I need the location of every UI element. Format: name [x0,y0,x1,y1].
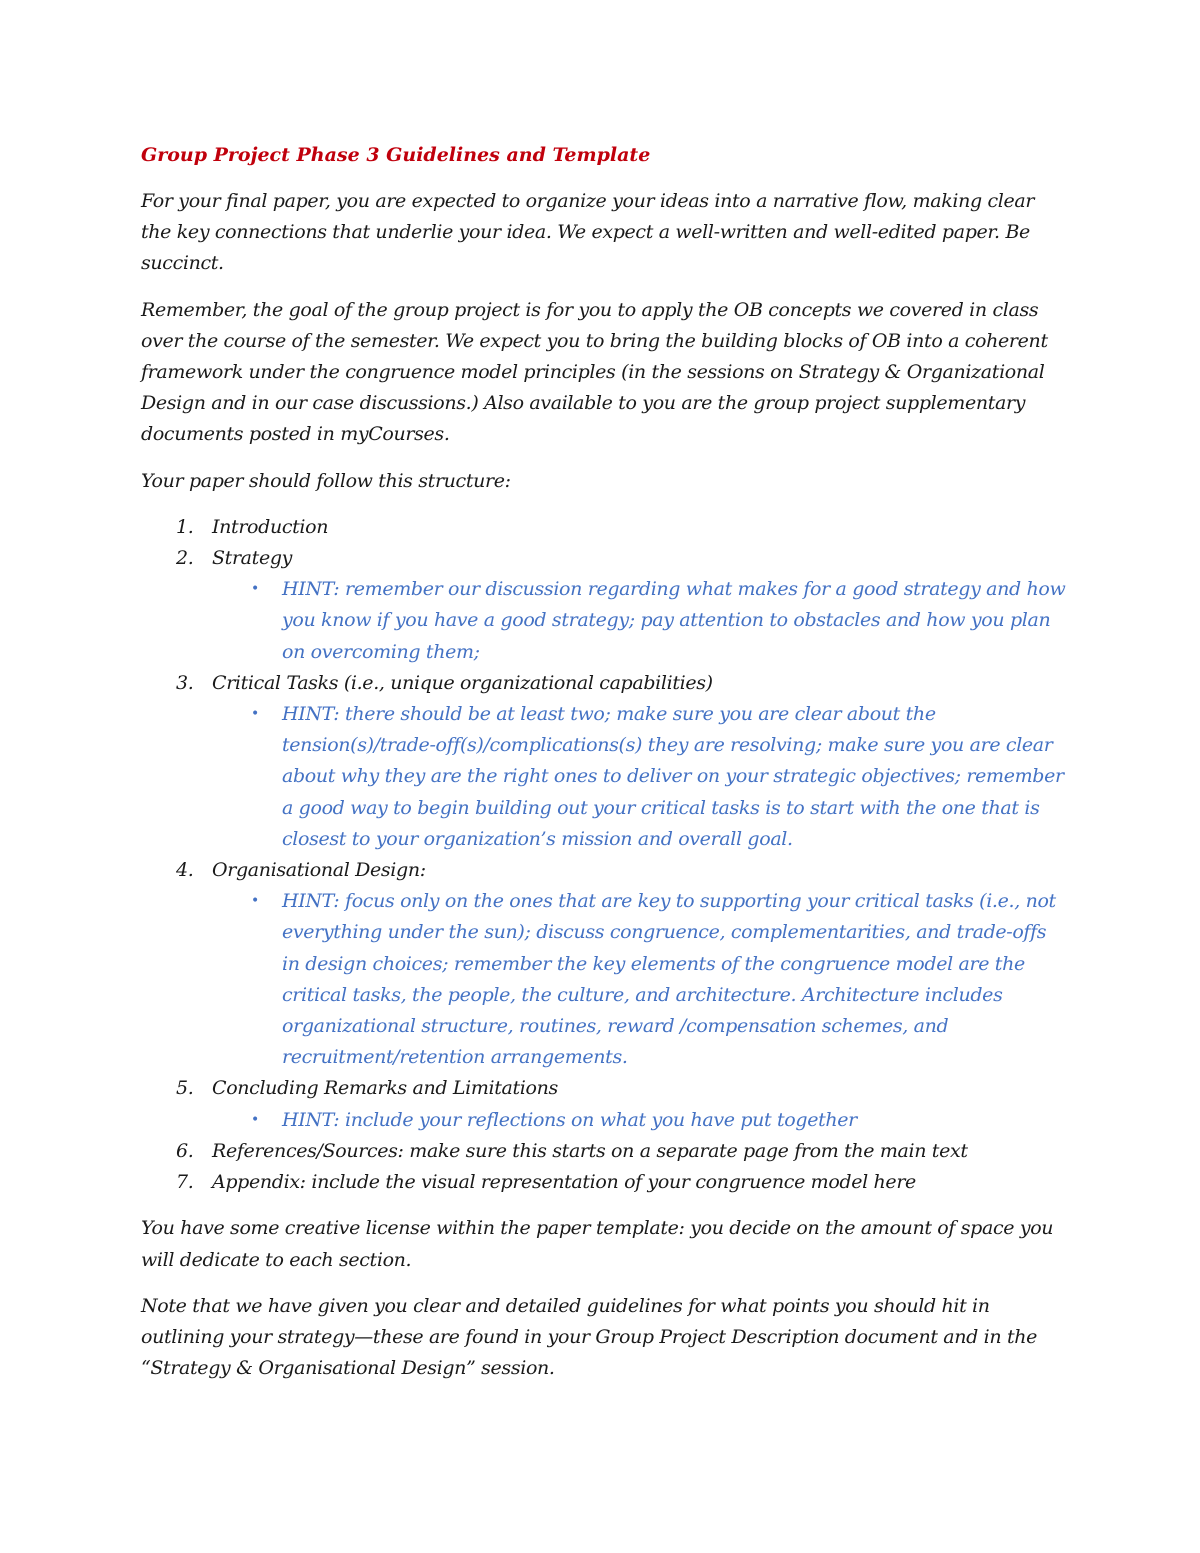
list-number: 1. [176,515,194,538]
list-number: 4. [176,859,194,882]
hint-bullet [141,886,1066,1073]
list-item-label: Appendix: include the visual representation of your congruence model here [212,1171,916,1194]
hint-text: HINT: remember our discussion regarding what makes for a good strategy and how you know if you have a good strategy; pay attention to obstacles and how you plan on overcoming them; [282,578,1066,663]
list-item-label: Critical Tasks (i.e., unique organizational capabilities) [212,671,713,694]
bullet-icon: • [251,1111,259,1128]
bullet-icon: • [251,581,259,598]
list-item [141,512,1066,543]
hint-text: HINT: focus only on the ones that are key to supporting your critical tasks (i.e., not everything under the sun); discuss congruence, complementarities, and trade-offs in design choices; remember the key elements of the congruence model are the critical tasks, the people, the culture, and architecture. Architecture includes organizational structure, routines, reward /compensation schemes, and recruitment/retention arrangements. [282,890,1056,1069]
intro-paragraph-1: For your final paper, you are expected to organize your ideas into a narrative flow, making clear the key connections that underlie your idea. We expect a well-written and well-edited paper. Be succinct. [141,190,1035,275]
list-item [141,1136,1066,1167]
closing-paragraph-2: Note that we have given you clear and detailed guidelines for what points you should hit in outlining your strategy—these are found in your Group Project Description document and in the “Strategy & Organisational Design” session. [141,1294,1038,1380]
list-item-label: Introduction [212,515,329,538]
list-number: 6. [176,1139,194,1162]
list-item-label: Concluding Remarks and Limitations [212,1077,558,1100]
hint-bullet [141,699,1066,855]
document-title: Group Project Phase 3 Guidelines and Template [141,144,651,166]
list-item [141,668,1066,699]
list-item [141,543,1066,574]
list-item-label: Organisational Design: [212,859,426,882]
list-number: 3. [176,671,194,694]
document-page [141,140,1066,1399]
list-item-label: Strategy [212,547,293,570]
list-item-label: References/Sources: make sure this starts on a separate page from the main text [212,1139,968,1162]
hint-bullet [141,574,1066,668]
bullet-icon: • [251,893,259,910]
list-item [141,855,1066,886]
hint-text: HINT: include your reflections on what you have put together [282,1108,857,1131]
hint-bullet [141,1105,1066,1136]
list-item [141,1073,1066,1104]
hint-text: HINT: there should be at least two; make sure you are clear about the tension(s)/trade-off(s)/complications(s) they are resolving; make sure you are clear about why they are the right ones to deliver on your strategic objectives; remember a good way to begin building out your critical tasks is to start with the one that is closest to your organization’s mission and overall goal. [282,703,1064,850]
structure-lead-in: Your paper should follow this structure: [141,469,511,492]
list-number: 7. [176,1171,194,1194]
structure-list [141,512,1066,1198]
bullet-icon: • [251,706,259,723]
list-item [141,1167,1066,1198]
intro-paragraph-2: Remember, the goal of the group project is for you to apply the OB concepts we covered in class over the course of the semester. We expect you to bring the building blocks of OB into a coherent framework under the congruence model principles (in the sessions on Strategy & Organizational Design and in our case discussions.) Also available to you are the group project supplementary documents posted in myCourses. [141,298,1048,446]
list-number: 5. [176,1077,194,1100]
list-number: 2. [176,547,194,570]
closing-paragraph-1: You have some creative license within the paper template: you decide on the amount of space you will dedicate to each section. [141,1217,1054,1271]
